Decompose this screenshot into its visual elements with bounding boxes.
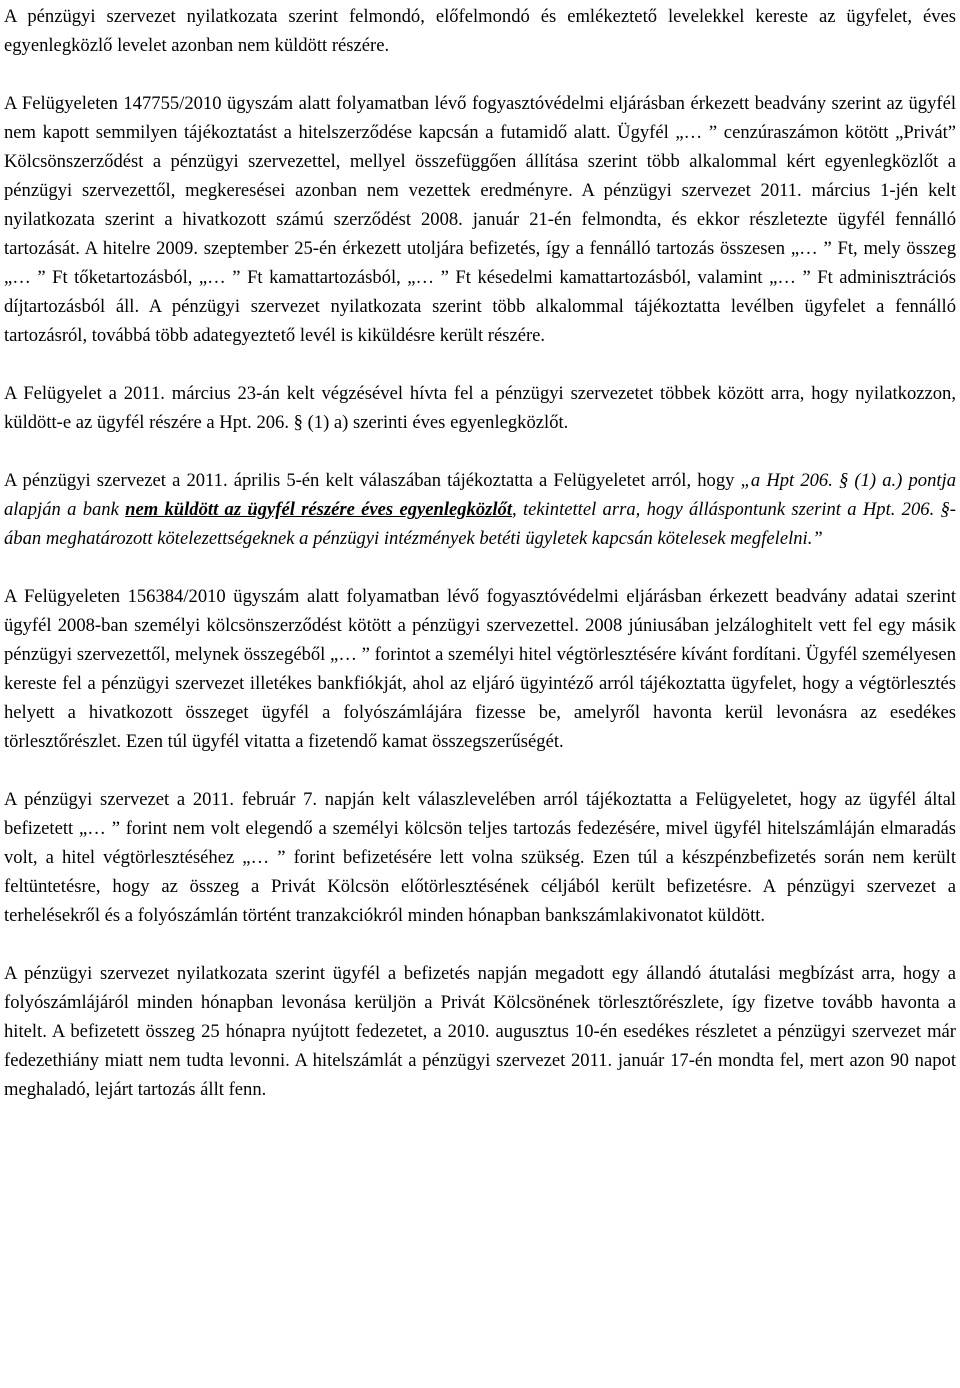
- paragraph-4-quote-start: „a Hpt 206. § (1) a.) pontja alapján a bank: [4, 470, 956, 520]
- paragraph-5: A Felügyeleten 156384/2010 ügyszám alatt folyamatban lévő fogyasztóvédelmi eljárásban érkezett beadvány adatai szerint ügyfél 2008-ban személyi kölcsönszerződést kötött a pénzügyi szervezettel. 2008 júniusában jelzáloghitelt vett fel egy másik pénzügyi szervezettől, melynek összegéből „… ” forintot a személyi hitel végtörlesztésére kívánt fordítani. Ügyfél személyesen kereste fel a pénzügyi szervezet illetékes bankfiókját, ahol az eljáró ügyintéző arról tájékoztatta ügyfelet, hogy a végtörlesztés helyett a hivatkozott összeget ügyfél a folyószámlájára fizesse be, amelyről havonta kerül levonásra az esedékes törlesztőrészlet. Ezen túl ügyfél vitatta a fizetendő kamat összegszerűségét.: [4, 586, 956, 752]
- paragraph-gap: [4, 553, 956, 582]
- paragraph-7: A pénzügyi szervezet nyilatkozata szerint ügyfél a befizetés napján megadott egy állandó átutalási megbízást arra, hogy a folyószámlájáról minden hónapban levonása kerüljön a Privát Kölcsönének törlesztőrészlete, így fizetve tovább havonta a hitelt. A befizetett összeg 25 hónapra nyújtott fedezetet, a 2010. augusztus 10-én esedékes részletet a pénzügyi szervezet már fedezethiány miatt nem tudta levonni. A hitelszámlát a pénzügyi szervezet 2011. január 17-én mondta fel, mert azon 90 napot meghaladó, lejárt tartozás állt fenn.: [4, 963, 956, 1100]
- paragraph-1: A pénzügyi szervezet nyilatkozata szerint felmondó, előfelmondó és emlékeztető levelekkel kereste az ügyfelet, éves egyenlegközlő levelet azonban nem küldött részére.: [4, 6, 956, 56]
- paragraph-gap: [4, 437, 956, 466]
- paragraph-2: A Felügyeleten 147755/2010 ügyszám alatt folyamatban lévő fogyasztóvédelmi eljárásban érkezett beadvány szerint az ügyfél nem kapott semmilyen tájékoztatást a hitelszerződése kapcsán a futamidő alatt. Ügyfél „… ” cenzúraszámon kötött „Privát” Kölcsönszerződést a pénzügyi szervezettel, mellyel összefüggően állítása szerint több alkalommal kért egyenlegközlőt a pénzügyi szervezettől, megkeresései azonban nem vezettek eredményre. A pénzügyi szervezet 2011. március 1-jén kelt nyilatkozata szerint a hivatkozott számú szerződést 2008. január 21-én felmondta, és ekkor részletezte ügyfél fennálló tartozását. A hitelre 2009. szeptember 25-én érkezett utoljára befizetés, így a fennálló tartozás összesen „… ” Ft, mely összeg „… ” Ft tőketartozásból, „… ” Ft kamattartozásból, „… ” Ft késedelmi kamattartozásból, valamint „… ” Ft adminisztrációs díjtartozásból áll. A pénzügyi szervezet nyilatkozata szerint több alkalommal tájékoztatta levélben ügyfelet a fennálló tartozásról, továbbá több adategyeztető levél is kiküldésre került részére.: [4, 93, 956, 346]
- paragraph-gap: [4, 756, 956, 785]
- paragraph-4-intro: A pénzügyi szervezet a 2011. április 5-én kelt válaszában tájékoztatta a Felügyeletet arról, hogy: [4, 470, 741, 491]
- paragraph-gap: [4, 930, 956, 959]
- paragraph-4: [4, 466, 956, 553]
- paragraph-4-quote-end: , tekintettel arra, hogy álláspontunk szerint a Hpt. 206. §-ában meghatározott kötelezettségeknek a pénzügyi intézmények betéti ügyletek kapcsán kötelesek megfelelni.”: [4, 499, 956, 549]
- paragraph-3: A Felügyelet a 2011. március 23-án kelt végzésével hívta fel a pénzügyi szervezetet többek között arra, hogy nyilatkozzon, küldött-e az ügyfél részére a Hpt. 206. § (1) a) szerinti éves egyenlegközlőt.: [4, 383, 956, 433]
- paragraph-gap: [4, 350, 956, 379]
- paragraph-4-emphasis: nem küldött az ügyfél részére éves egyenlegközlőt: [125, 499, 513, 520]
- paragraph-6: A pénzügyi szervezet a 2011. február 7. napján kelt válaszlevelében arról tájékoztatta a Felügyeletet, hogy az ügyfél által befizetett „… ” forint nem volt elegendő a személyi kölcsön teljes tartozás fedezésére, mivel ügyfél hitelszámláján elmaradás volt, a hitel végtörlesztéséhez „… ” forint befizetésére lett volna szükség. Ezen túl a készpénzbefizetés során nem került feltüntetésre, hogy az összeg a Privát Kölcsön előtörlesztésének céljából került befizetésre. A pénzügyi szervezet a terhelésekről és a folyószámlán történt tranzakciókról minden hónapban bankszámlakivonatot küldött.: [4, 789, 956, 926]
- paragraph-gap: [4, 60, 956, 89]
